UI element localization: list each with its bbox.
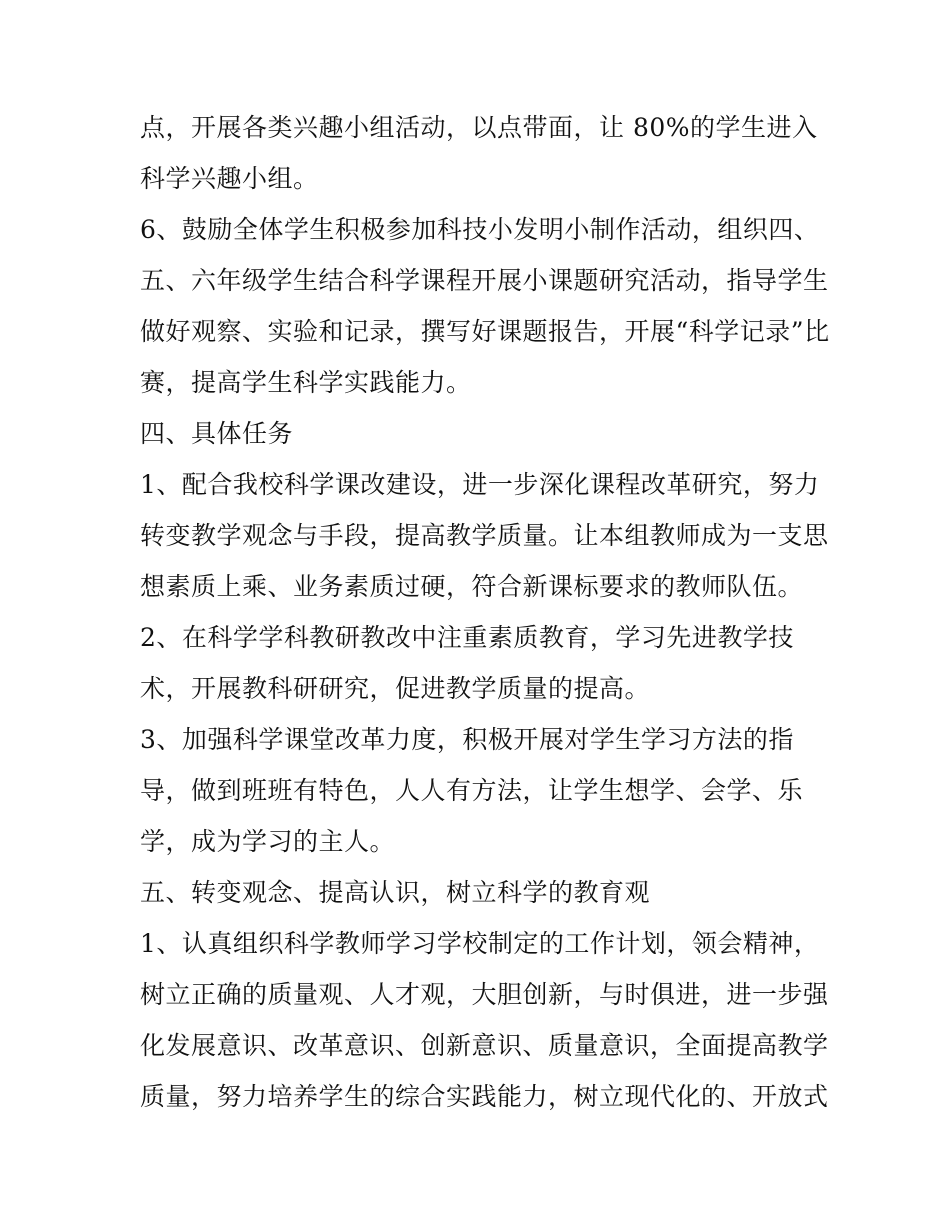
text-line: 术，开展教科研研究，促进教学质量的提高。 bbox=[140, 674, 651, 703]
text-line: 赛，提高学生科学实践能力。 bbox=[140, 368, 472, 397]
text-line: 树立正确的质量观、人才观，大胆创新，与时俱进，进一步强 bbox=[140, 980, 829, 1009]
text-line: 1、配合我校科学课改建设，进一步深化课程改革研究，努力 bbox=[140, 470, 820, 499]
text-line: 化发展意识、改革意识、创新意识、质量意识，全面提高教学 bbox=[140, 1031, 829, 1060]
text-line: 2、在科学学科教研教改中注重素质教育，学习先进教学技 bbox=[140, 623, 794, 652]
section-heading: 五、转变观念、提高认识，树立科学的教育观 bbox=[140, 878, 651, 907]
text-line: 科学兴趣小组。 bbox=[140, 164, 319, 193]
text-line: 1、认真组织科学教师学习学校制定的工作计划，领会精神， bbox=[140, 929, 820, 958]
text-line: 想素质上乘、业务素质过硬，符合新课标要求的教师队伍。 bbox=[140, 572, 804, 601]
text-line: 3、加强科学课堂改革力度，积极开展对学生学习方法的指 bbox=[140, 725, 794, 754]
text-line: 6、鼓励全体学生积极参加科技小发明小制作活动，组织四、 bbox=[140, 215, 820, 244]
text-line: 质量，努力培养学生的综合实践能力，树立现代化的、开放式 bbox=[140, 1082, 829, 1111]
section-heading: 四、具体任务 bbox=[140, 419, 294, 448]
text-line: 转变教学观念与手段，提高教学质量。让本组教师成为一支思 bbox=[140, 521, 829, 550]
text-line: 做好观察、实验和记录，撰写好课题报告，开展“科学记录”比 bbox=[140, 317, 830, 346]
document-text-block bbox=[140, 102, 830, 1122]
text-line: 五、六年级学生结合科学课程开展小课题研究活动，指导学生 bbox=[140, 266, 829, 295]
text-line: 导，做到班班有特色，人人有方法，让学生想学、会学、乐 bbox=[140, 776, 804, 805]
text-line: 学，成为学习的主人。 bbox=[140, 827, 396, 856]
text-line: 点，开展各类兴趣小组活动，以点带面，让 80%的学生进入 bbox=[140, 113, 818, 142]
